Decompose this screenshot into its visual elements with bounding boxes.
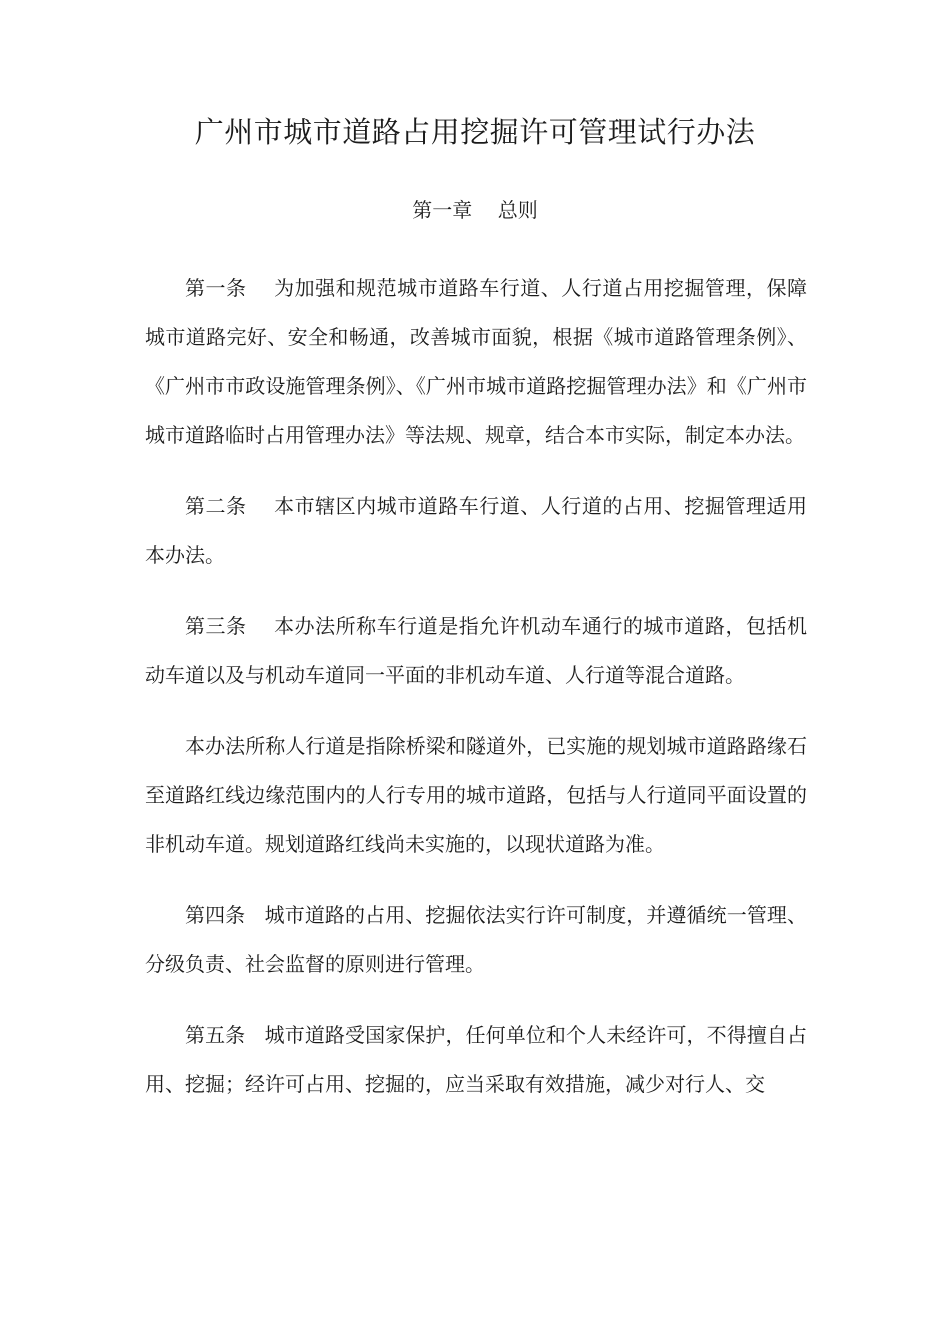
article-label: 第四条	[185, 903, 246, 927]
article-1	[145, 264, 807, 460]
article-4	[145, 891, 807, 989]
article-5	[145, 1011, 807, 1109]
document-body	[145, 264, 807, 1131]
article-3	[145, 602, 807, 700]
article-text: 城市道路受国家保护，任何单位和个人未经许可，不得擅自占用、挖掘；经许可占用、挖掘的，应当采取有效措施，减少对行人、交	[145, 1023, 808, 1096]
article-text: 为加强和规范城市道路车行道、人行道占用挖掘管理，保障城市道路完好、安全和畅通，改善城市面貌，根据《城市道路管理条例》、《广州市市政设施管理条例》、《广州市城市道路挖掘管理办法》和《广州市城市道路临时占用管理办法》等法规、规章，结合本市实际，制定本办法。	[145, 276, 808, 447]
article-label: 第三条	[185, 614, 247, 638]
article-text: 城市道路的占用、挖掘依法实行许可制度，并遵循统一管理、分级负责、社会监督的原则进行管理。	[145, 903, 808, 976]
document-title: 广州市城市道路占用挖掘许可管理试行办法	[194, 115, 756, 149]
chapter-heading: 第一章 总则	[412, 198, 538, 222]
article-label: 第二条	[185, 494, 247, 518]
article-text: 本办法所称人行道是指除桥梁和隧道外，已实施的规划城市道路路缘石至道路红线边缘范围内的人行专用的城市道路，包括与人行道同平面设置的非机动车道。规划道路红线尚未实施的，以现状道路为准。	[145, 734, 807, 856]
article-text: 本办法所称车行道是指允许机动车通行的城市道路，包括机动车道以及与机动车道同一平面的非机动车道、人行道等混合道路。	[145, 614, 808, 687]
article-2	[145, 482, 807, 580]
article-3-continuation	[145, 722, 807, 869]
article-label: 第一条	[185, 276, 247, 300]
article-label: 第五条	[185, 1023, 246, 1047]
article-text: 本市辖区内城市道路车行道、人行道的占用、挖掘管理适用本办法。	[145, 494, 808, 567]
